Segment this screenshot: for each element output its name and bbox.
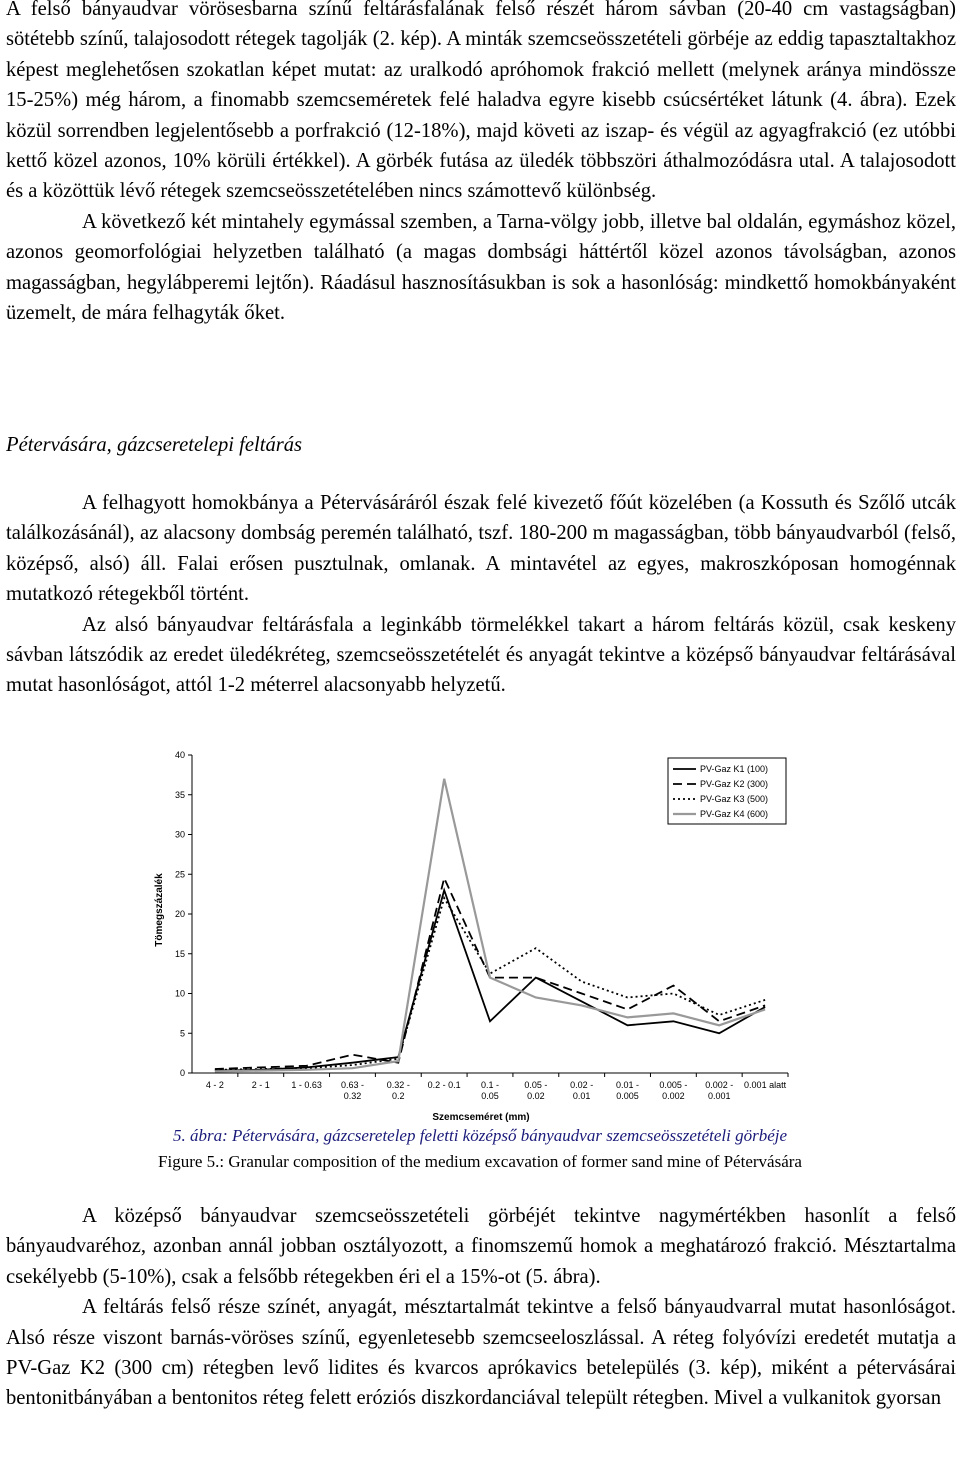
x-tick-label: 0.05 -0.02 — [524, 1080, 548, 1101]
figure-caption-hu: 5. ábra: Pétervására, gázcseretelep feletti középső bányaudvar szemcseösszetételi görbéje — [172, 1126, 788, 1145]
y-tick-label: 35 — [174, 789, 185, 800]
y-tick-label: 10 — [174, 988, 185, 999]
x-tick-label: 0.005 -0.002 — [659, 1080, 688, 1101]
y-tick-label: 20 — [174, 909, 185, 919]
legend-label-k2: PV-Gaz K2 (300) — [700, 779, 769, 789]
x-tick-label: 0.2 - 0.1 — [427, 1080, 461, 1090]
y-tick-label: 30 — [174, 829, 185, 840]
paragraph-abandoned-sandpit: A felhagyott homokbánya a Pétervásáráról észak felé kivezető főút közelében (a Kossuth és Szőlő utcák találkozásánál), az alacsony dombság peremén található, tszf. 180-200 m magasságban, több bányaudvarból (felső, középső, alsó) áll. Falai erősen pusztulnak, omlanak. A mintavétel az egyes, makroszkóposan homogénnak mutatkozó rétegekből történt. — [6, 492, 956, 606]
x-tick-label: 0.63 -0.32 — [340, 1080, 364, 1101]
grain-size-chart — [140, 740, 820, 1125]
legend-label-k3: PV-Gaz K3 (500) — [700, 794, 769, 804]
x-tick-label: 1 - 0.63 — [291, 1080, 322, 1090]
body-text-top — [6, 0, 956, 328]
x-tick-label: 0.001 alatt — [744, 1080, 787, 1090]
paragraph-middle-yard: A középső bányaudvar szemcseösszetételi görbéjét tekintve nagymértékben hasonlít a felső bányaudvaréhoz, azonban annál jobban osztályozott, a finomszemű homok a meghatározó frakció. Mésztartalma csekélyebb (5-10%), csak a felsőbb rétegekben éri el a 15%-ot (5. ábra). — [6, 1205, 956, 1288]
body-text-bottom — [6, 1201, 956, 1414]
y-tick-label: 25 — [174, 869, 185, 880]
x-axis-label: Szemcseméret (mm) — [432, 1112, 530, 1123]
paragraph-upper-yard: A felső bányaudvar vörösesbarna színű feltárásfalának felső részét három sávban (20-40 cm vastagságban) sötétebb színű, talajosodott rétegek tagolják (2. kép). A minták szemcseösszetételi görbéje az eddig tapasztaltakhoz képest meglehetősen szokatlan képet mutat: az uralkodó apróhomok frakció mellett (melynek aránya mindössze 15-25%) még három, a finomabb szemcseméretek felé haladva egyre kisebb csúcsértéket látunk (4. ábra). Ezek közül sorrendben legjelentősebb a porfrakció (12-18%), majd követi az iszap- és végül az agyagfrakció (ez utóbbi kettő közel azonos, 10% körüli értékkel). A görbék futása az üledék többszöri áthalmozódásra utal. A talajosodott és a közöttük lévő rétegek szemcseösszetételében nincs számottevő különbség. — [6, 0, 956, 203]
y-tick-label: 40 — [174, 750, 185, 760]
x-tick-label: 2 - 1 — [251, 1080, 270, 1090]
x-tick-label: 4 - 2 — [205, 1080, 224, 1090]
paragraph-lower-yard: Az alsó bányaudvar feltárásfala a leginkább törmelékkel takart a három feltárás közül, csak keskeny sávban látszódik az eredet üledékréteg, szemcseösszetételét és anyagát tekintve a középső bányaudvar feltárásával mutat hasonlóságot, attól 1-2 méterrel alacsonyabb helyzetű. — [6, 613, 956, 697]
y-tick-label: 15 — [174, 948, 185, 959]
y-tick-label: 5 — [179, 1028, 185, 1039]
paragraph-sampling-sites: A következő két mintahely egymással szemben, a Tarna-völgy jobb, illetve bal oldalán, egymáshoz közel, azonos geomorfológiai helyzetben található (a magas dombsági háttértől közel azonos távolságban, azonos magasságban, hegylábperemi lejtőn). Ráadásul hasznosításukban is sok a hasonlóság: mindkettő homokbányaként üzemelt, de mára felhagyták őket. — [6, 210, 956, 325]
body-text-middle — [6, 488, 956, 701]
section-heading: Pétervására, gázcseretelepi feltárás — [6, 434, 303, 456]
x-tick-label: 0.01 -0.005 — [616, 1080, 640, 1101]
legend-label-k1: PV-Gaz K1 (100) — [700, 764, 769, 774]
x-tick-label: 0.02 -0.01 — [570, 1080, 594, 1101]
y-tick-label: 0 — [179, 1068, 185, 1078]
series-line-k3 — [215, 898, 765, 1070]
x-tick-label: 0.32 -0.2 — [386, 1080, 410, 1101]
figure-caption-en: Figure 5.: Granular composition of the medium excavation of former sand mine of Pétervására — [158, 1152, 802, 1171]
paragraph-fluvial-origin: A feltárás felső része színét, anyagát, mésztartalmát tekintve a felső bányaudvarral mutat hasonlóságot. Alsó része viszont barnás-vöröses színű, egyenletesebb szemcseeloszlással. A réteg folyóvízi eredetét mutatja a PV-Gaz K2 (300 cm) rétegben levő lidites és kvarcos aprókavics betelepülés (3. kép), miként a pétervásárai bentonitbányában a bentonitos réteg felett eróziós diszkordanciával települt rétegben. Mivel a vulkanitok gyorsan — [6, 1296, 956, 1410]
x-tick-label: 0.002 -0.001 — [705, 1080, 734, 1101]
series-line-k1 — [215, 890, 765, 1070]
x-tick-label: 0.1 -0.05 — [480, 1080, 500, 1101]
legend-label-k4: PV-Gaz K4 (600) — [700, 809, 769, 819]
y-axis-label: Tömegszázalék — [154, 873, 165, 947]
